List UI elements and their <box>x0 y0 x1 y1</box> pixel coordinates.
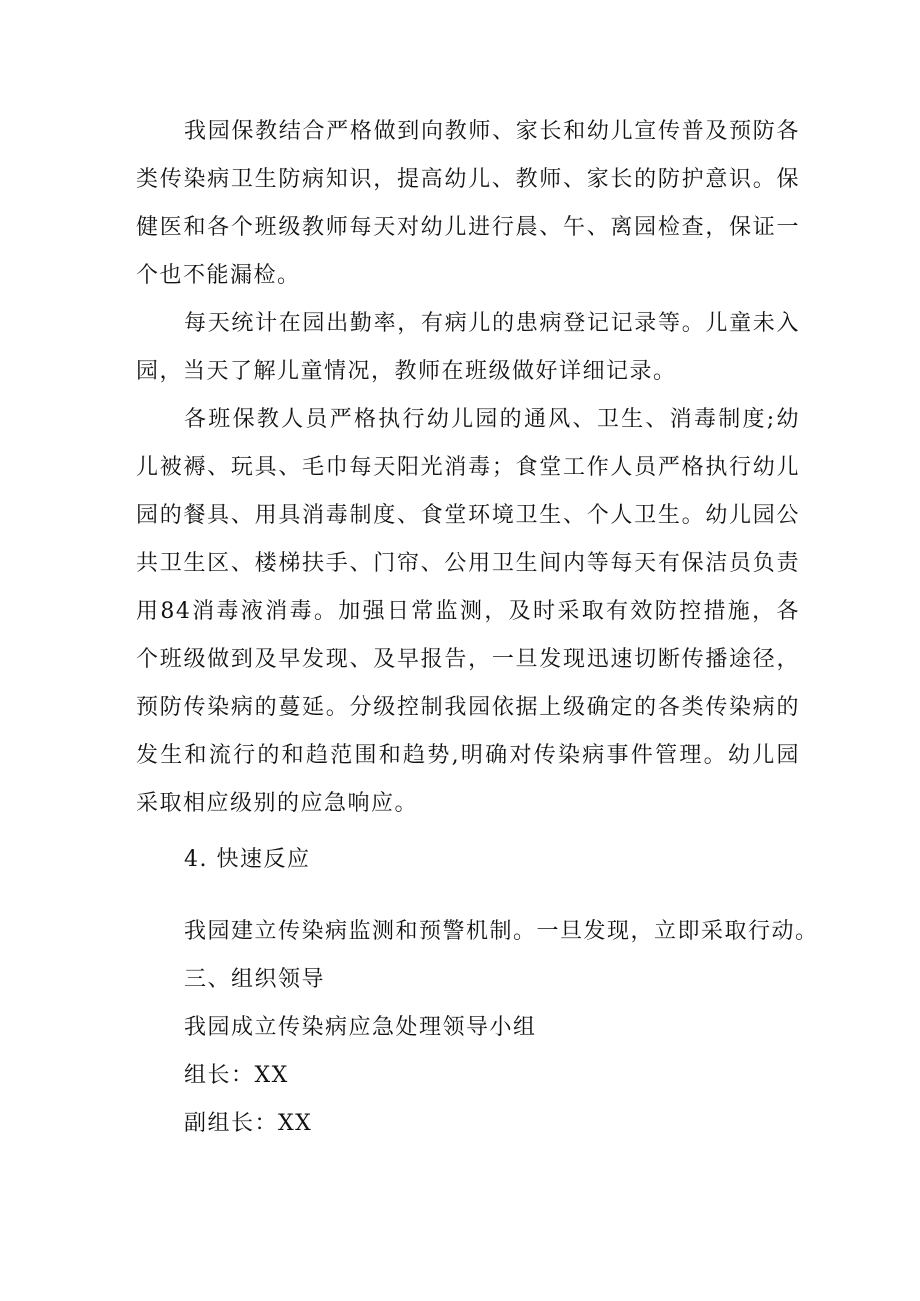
paragraph-group-intro: 我园成立传染病应急处理领导小组 <box>184 1015 537 1040</box>
paragraph-disinfection: 各班保教人员严格执行幼儿园的通风、卫生、消毒制度;幼儿被褥、玩具、毛巾每天阳光消毒；食堂工作人员严格执行幼儿园的餐具、用具消毒制度、食堂环境卫生、个人卫生。幼儿园公共卫生区、楼梯扶手、门帘、公用卫生间内等每天有保洁员负责用84消毒液消毒。加强日常监测，及时采取有效防控措施，各个班级做到及早发现、及早报告，一旦发现迅速切断传播途径，预防传染病的蔓延。分级控制我园依据上级确定的各类传染病的发生和流行的和趋范围和趋势,明确对传染病事件管理。幼儿园采取相应级别的应急响应。 <box>136 407 800 816</box>
leader-line: 组长：XX <box>184 1063 289 1088</box>
deputy-leader-line: 副组长：XX <box>184 1111 313 1136</box>
heading-quick-response: 4. 快速反应 <box>184 847 311 872</box>
section-heading-organization: 三、组织领导 <box>184 967 326 992</box>
paragraph-monitoring: 我园建立传染病监测和预警机制。一旦发现，立即采取行动。 <box>184 919 819 944</box>
paragraph-attendance: 每天统计在园出勤率，有病儿的患病登记记录等。儿童未入园，当天了解儿童情况，教师在班级做好详细记录。 <box>136 311 800 384</box>
paragraph-health-education: 我园保教结合严格做到向教师、家长和幼儿宣传普及预防各类传染病卫生防病知识，提高幼儿、教师、家长的防护意识。保健医和各个班级教师每天对幼儿进行晨、午、离园检查，保证一个也不能漏检。 <box>136 119 800 288</box>
